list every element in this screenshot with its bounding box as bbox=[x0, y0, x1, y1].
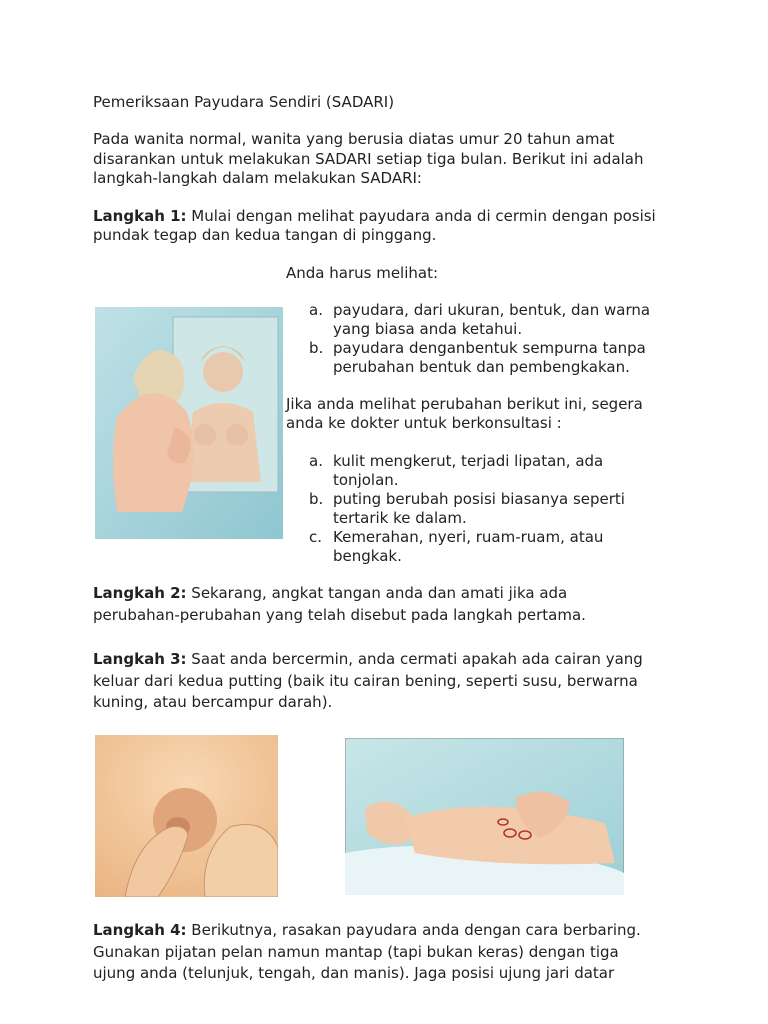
step2-label: Langkah 2: bbox=[93, 584, 187, 602]
step3-text-1: Saat anda bercermin, anda cermati apakah ada cairan yang bbox=[186, 650, 643, 668]
step2-text-1: Sekarang, angkat tangan anda dan amati jika ada bbox=[186, 584, 568, 602]
list-item bbox=[309, 452, 649, 490]
list-marker: c. bbox=[309, 528, 323, 546]
step4-line-1 bbox=[93, 921, 641, 940]
step4-line-3: ujung anda (telunjuk, tengah, dan manis). Jaga posisi ujung jari datar bbox=[93, 964, 615, 982]
mirror-illustration bbox=[95, 307, 283, 539]
warn-line-2: anda ke dokter untuk berkonsultasi : bbox=[286, 414, 562, 432]
step4-text-1: Berikutnya, rasakan payudara anda dengan cara berbaring. bbox=[186, 921, 641, 939]
step1-line-1 bbox=[93, 207, 656, 226]
step3-line-2: keluar dari kedua putting (baik itu cairan bening, seperti susu, berwarna bbox=[93, 672, 638, 690]
step4-line-2: Gunakan pijatan pelan namun mantap (tapi bukan keras) dengan tiga bbox=[93, 943, 619, 961]
list-item-text: payudara denganbentuk sempurna tanpa perubahan bentuk dan pembengkakan. bbox=[333, 339, 646, 376]
list-marker: b. bbox=[309, 339, 324, 357]
page-title: Pemeriksaan Payudara Sendiri (SADARI) bbox=[93, 93, 395, 111]
list-item bbox=[309, 339, 679, 377]
list-item bbox=[309, 528, 649, 566]
list-item-text: payudara, dari ukuran, bentuk, dan warna yang biasa anda ketahui. bbox=[333, 301, 651, 338]
step2-line-1 bbox=[93, 584, 567, 603]
see-list bbox=[309, 301, 679, 377]
list-item-text: kulit mengkerut, terjadi lipatan, ada tonjolan. bbox=[333, 452, 604, 489]
list-item bbox=[309, 490, 649, 528]
warn-line-1: Jika anda melihat perubahan berikut ini, segera bbox=[286, 395, 643, 413]
step3-label: Langkah 3: bbox=[93, 650, 187, 668]
list-marker: a. bbox=[309, 301, 323, 319]
step1-text-1: Mulai dengan melihat payudara anda di cermin dengan posisi bbox=[186, 207, 656, 225]
list-marker: b. bbox=[309, 490, 324, 508]
list-item-text: puting berubah posisi biasanya seperti tertarik ke dalam. bbox=[333, 490, 625, 527]
intro-line-1: Pada wanita normal, wanita yang berusia diatas umur 20 tahun amat bbox=[93, 130, 615, 148]
warn-list bbox=[309, 452, 649, 566]
list-marker: a. bbox=[309, 452, 323, 470]
intro-line-3: langkah-langkah dalam melakukan SADARI: bbox=[93, 169, 422, 187]
step3-line-1 bbox=[93, 650, 643, 669]
step4-label: Langkah 4: bbox=[93, 921, 187, 939]
lying-exam-illustration bbox=[345, 738, 624, 895]
step1-label: Langkah 1: bbox=[93, 207, 187, 225]
step3-line-3: kuning, atau bercampur darah). bbox=[93, 693, 333, 711]
step2-line-2: perubahan-perubahan yang telah disebut pada langkah pertama. bbox=[93, 606, 586, 624]
nipple-check-illustration bbox=[95, 735, 278, 897]
step1-line-2: pundak tegap dan kedua tangan di pinggang. bbox=[93, 226, 437, 244]
list-item-text: Kemerahan, nyeri, ruam-ruam, atau bengkak. bbox=[333, 528, 604, 565]
see-heading: Anda harus melihat: bbox=[286, 264, 439, 282]
intro-line-2: disarankan untuk melakukan SADARI setiap tiga bulan. Berikut ini adalah bbox=[93, 150, 644, 168]
list-item bbox=[309, 301, 679, 339]
